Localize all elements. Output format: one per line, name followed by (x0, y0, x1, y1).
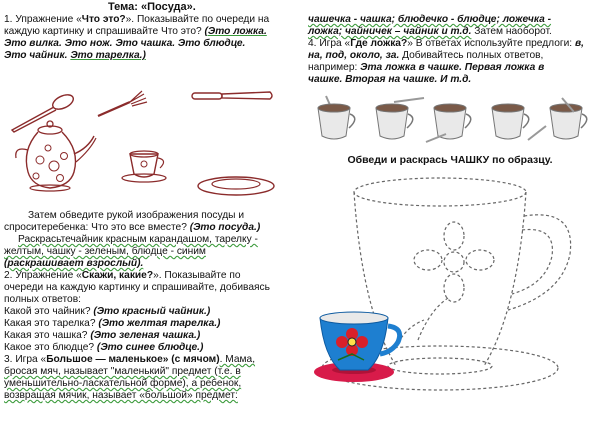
ex2-qa-1: Какой это чайник? (Это красный чайник.) (4, 306, 211, 317)
ex2-qa-2: Какая это тарелка? (Это желтая тарелка.) (4, 318, 221, 329)
cup-spoon-4-icon (492, 104, 546, 140)
r-line6: чашке. Вторая на чашке. И т.д. (308, 74, 472, 85)
ex2-qa-4: Какое это блюдце? (Это синее блюдце.) (4, 342, 204, 353)
ex1-line4: Это чайник. Это тарелка.) (4, 50, 146, 61)
r-line5: например: Эта ложка в чашке. Первая ложка в (308, 62, 545, 73)
ex2-line3: полных ответов: (4, 294, 81, 305)
ex2-line2: очереди на каждую картинку и спрашивайте, добиваясь (4, 282, 270, 293)
ex2-qa-3: Какая это чашка? (Это зеленая чашка.) (4, 330, 201, 341)
p2-line1: Затем обведите рукой изображения посуды и (28, 210, 245, 221)
coloring-instruction: Обведи и раскрась ЧАШКУ по образцу. (347, 154, 553, 166)
cup-spoon-1-icon (318, 96, 355, 139)
dashed-flower-icon (396, 222, 494, 348)
r-line3: 4. Игра «Где ложка?» В ответах используйте предлоги: в, (308, 38, 584, 49)
fork-icon (98, 91, 147, 116)
page-title: Тема: «Посуда». (108, 1, 196, 13)
ex1-line3: Это вилка. Это нож. Это чашка. Это блюдце. (4, 38, 246, 49)
r-line1: чашечка - чашка; блюдечко - блюдце; ложечка - (308, 14, 552, 25)
p2-line4: желтым, чашку - зеленым, блюдце - синим (4, 246, 206, 257)
cup-spoon-5-icon (550, 98, 587, 139)
ex1-line1: 1. Упражнение «Что это?». Показывайте по очереди на (4, 14, 270, 25)
ex3-line3: уменьшительно-ласкательной форме), а ребенок, (4, 378, 242, 389)
p2-line3: Раскрасьтечайник красным карандашом, тарелку - (18, 234, 258, 245)
ex3-line1: 3. Игра «Большое — маленькое» (с мячом). Мама, (4, 354, 256, 365)
ex2-line1: 2. Упражнение «Скажи, какие?». Показывайте по (4, 270, 241, 281)
teapot-icon (16, 121, 96, 191)
p2-line5: (раскрашивает взрослый). (4, 258, 144, 269)
cup-icon (122, 151, 166, 182)
cup-spoon-3-icon (426, 104, 471, 142)
cups-with-spoons-row (300, 92, 600, 152)
sample-colored-cup (312, 312, 402, 392)
ex3-line2: бросая мяч, называет "маленький" предмет (т.е. в (4, 366, 241, 377)
cup-spoon-2-icon (376, 98, 424, 139)
r-line4: на, под, около, за. Добивайтесь полных ответов, (308, 50, 544, 61)
plate-icon (198, 177, 274, 195)
p2-line2: спроситеребенка: Что это все вместе? (Это посуда.) (4, 222, 261, 233)
ex1-line2: каждую картинку и спрашивайте Что это? (Это ложка. (4, 26, 267, 37)
r-line2: ложка; чайничек – чайник и т.д. Затем наоборот. (308, 26, 552, 37)
dishes-illustration (0, 70, 292, 220)
knife-icon (192, 92, 272, 99)
ex3-line4: возвращая мячик, называет «большой» предмет: (4, 390, 238, 401)
